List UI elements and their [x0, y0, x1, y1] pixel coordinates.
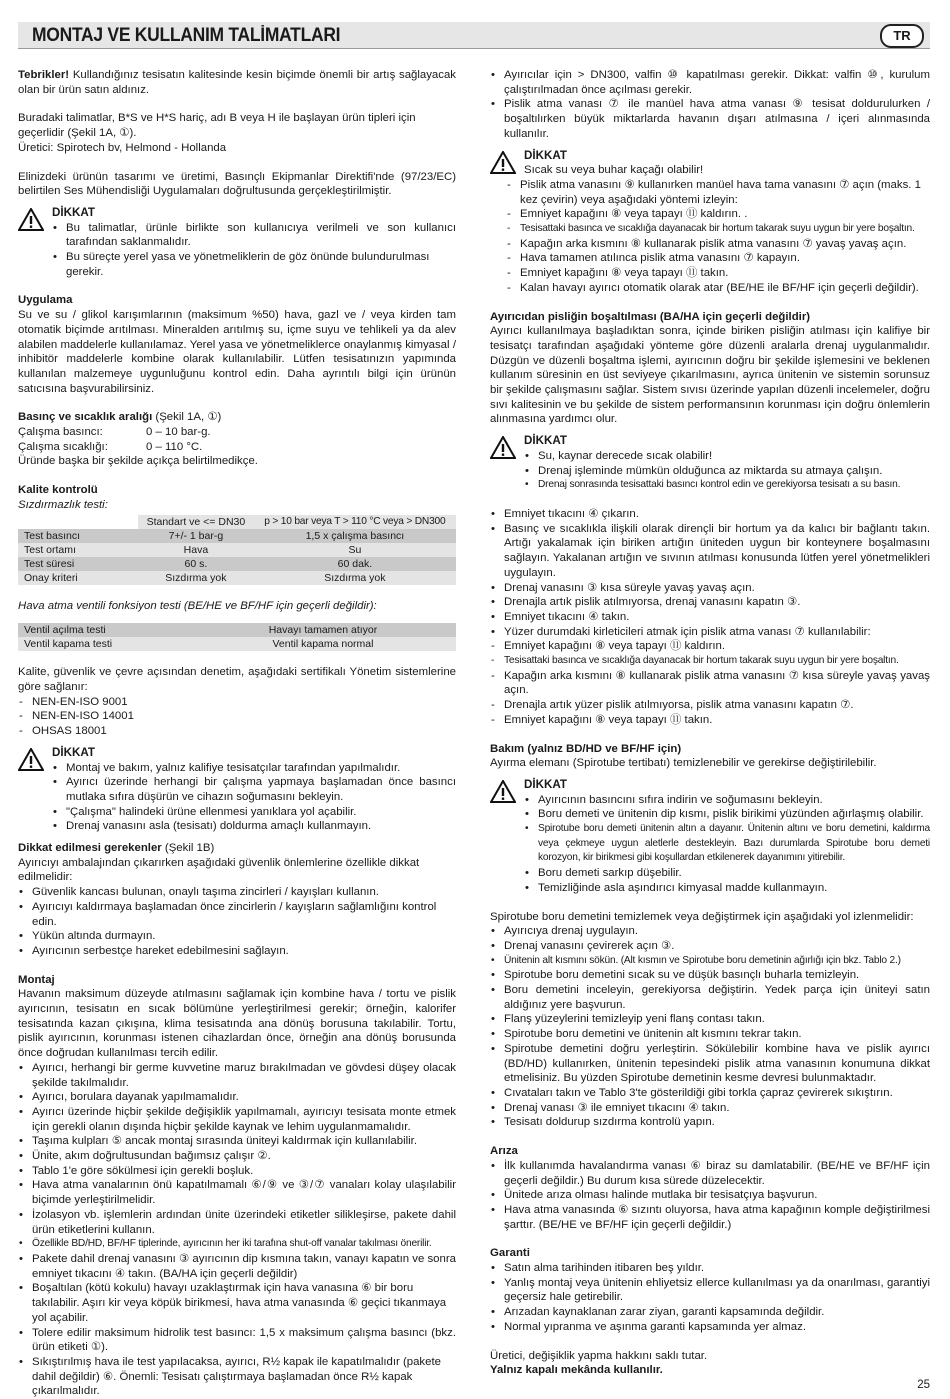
table-cell: 60 dak. — [337, 557, 373, 570]
warranty-item: • Yanlış montaj veya ünitenin ehliyetsiz ellerce kullanılması ya da onarılması, garantiyi geçersiz hale getirebilir. — [490, 1276, 930, 1305]
table-cell: 1,5 x çalışma basıncı — [305, 529, 405, 542]
drain-step: • Emniyet tıkacını ④ çıkarın. — [490, 507, 930, 522]
mounting-item: • Tolere edilir maksimum hidrolik test basıncı: 1,5 x maksimum çalışma basıncı (bkz. ürün etiketi ①). — [18, 1326, 456, 1355]
warning-item: • Boru demeti sarkıp düşebilir. — [524, 866, 930, 881]
leak-test-table — [18, 515, 456, 585]
spirotube-step: • Spirotube demetini doğru yerleştirin. Sökülebilir kombine hava ve pislik ayırıcı (BD/HD) kullanırken, ünitenin tepesindeki pislik atma vanasının konumuna dikkat etmelisiniz. Bu yüzden Spirotube demetinin kesme devresi bulunmaktadır. — [490, 1042, 930, 1086]
warning-step: - Kapağın arka kısmını ⑧ kullanarak pislik atma vanasını ⑦ yavaş yavaş açın. — [506, 237, 930, 252]
application-text: Su ve su / glikol karışımlarının (maksimum %50) hava, gazl ve / veya kirden tam otomatik biçimde arıtılması. Mineralden arıtılmış su, içme suyu ve tehlikeli ya da alev alabilen maddelerle kullanılamaz. Yerel yasa ve yönetmeliklerce onaylanmış kimyasal / inhibitör maddelerle kombine olarak kullanılabilir. Lütfen tesisatınızın yapımında kullanılan malzemeye uygunluğunu kontrol edin. Daha ayrıntılı bilgi için ürünün satıcısına başvurabilirsiniz. — [18, 309, 456, 395]
page-number: 25 — [917, 1379, 930, 1391]
warning-step: - Emniyet kapağını ⑧ veya tapayı ⑪ takın. — [506, 266, 930, 281]
warning-block-5 — [490, 778, 930, 896]
warning-step: - Pislik atma vanasını ⑨ kullanırken manüel hava tama vanasını ⑦ açın (maks. 1 kez çevirin) veya aşağıdaki yöntemi izleyin: — [506, 178, 930, 207]
precaution-item: • Ayırıcının serbestçe hareket edebilmesini sağlayın. — [18, 944, 456, 959]
warning-icon — [18, 748, 44, 771]
intro-text: Kullandığınız tesisatın kalitesinde kesin biçimde önemli bir artış sağlayacak olan bir ürün satın aldınız. — [18, 69, 456, 96]
spirotube-step: • Spirotube boru demetini ve ünitenin alt kısmını tekrar takın. — [490, 1027, 930, 1042]
mounting-item: • Boşaltılan (kötü kokulu) havayı uzaklaştırmak için hava vanasına ⑥ bir boru takılabilir. Aşırı kir veya köpük birikmesi, hava atma vanasında ⑥ geçici tıkanmaya yol açabilir. — [18, 1281, 456, 1325]
temperature-row — [18, 440, 456, 455]
mounting-item: • İzolasyon vb. işlemlerin ardından ünite üzerindeki etiketler silikleşirse, pakete dahil ürün etiketlerini kullanın. — [18, 1208, 456, 1237]
drain-step: • Yüzer durumdaki kirleticileri atmak için pislik atma vanası ⑦ kullanılabilir: — [490, 625, 930, 640]
pressure-temp-heading — [18, 410, 456, 425]
drain-substep: - Drenajla artık yüzer pislik atılmıyorsa, pislik atma vanasını kapatın ⑦. — [490, 698, 930, 713]
pressure-temp-note: Üründe başka bir şekilde açıkça belirtilmedikçe. — [18, 455, 258, 468]
mounting-item: • Taşıma kulpları ⑤ ancak montaj sırasında üniteyi kaldırmak için kullanılabilir. — [18, 1134, 456, 1149]
table-cell: Test ortamı — [24, 543, 76, 556]
table-cell: Test basıncı — [24, 529, 81, 542]
pressure-row — [18, 425, 456, 440]
indoor-use-note: Yalnız kapalı mekânda kullanılır. — [490, 1364, 663, 1377]
warning-title: DİKKAT — [524, 148, 567, 162]
warning-title: DİKKAT — [524, 434, 567, 448]
warning-icon — [490, 780, 516, 803]
table-row — [18, 529, 456, 543]
mounting-text: Havanın maksimum düzeyde atılmasını sağlamak için kombine hava / tortu ve pislik ayırıcının, tesisatın en sıcak bölümüne yerleştirilmesi gerekir; örneğin, kalorifer tesisatında kazan çıkışına, klima tesisatında ana dönüş borusuna takılabilir. Tortu, pislik ayırıcının, korunması istenen cihazlardan önce, örneğin ana dönüş borusunda önce doğrudan kullanılması tercih edilir. — [18, 988, 456, 1060]
manufacturer-rights: Üretici, değişiklik yapma hakkını saklı tutar. — [490, 1349, 708, 1362]
warning-item: • Boru demeti ve ünitenin dip kısmı, pislik birikimi yüzünden ağırlaşmış olabilir. — [524, 807, 930, 822]
mounting-item: • Ayırıcı, herhangi bir germe kuvvetine maruz bırakılmadan ve gövdesi düşey olacak şekilde takılmalıdır. — [18, 1061, 456, 1090]
table-cell: Ventil kapama testi — [24, 638, 113, 651]
application-heading: Uygulama — [18, 294, 73, 307]
precaution-item: • Güvenlik kancası bulunan, onaylı taşıma zincirleri / kayışları kullanın. — [18, 885, 456, 900]
spirotube-step: • Ünitenin alt kısmını sökün. (Alt kısmın ve Spirotube boru demetinin ağırlığı için bkz. Tablo 2.) — [490, 954, 930, 969]
warranty-item: • Satın alma tarihinden itibaren beş yıldır. — [490, 1261, 930, 1276]
drain-substep: - Tesisattaki basınca ve sıcaklığa dayanacak bir hortum takarak suyu uygun bir yere boşaltın. — [490, 654, 930, 669]
table-row — [18, 543, 456, 557]
warning-item: • Bu süreçte yerel yasa ve yönetmeliklerin de göz önünde bulundurulması gerekir. — [52, 250, 456, 279]
mounting-item: • Pakete dahil drenaj vanasını ③ ayırıcının dip kısmına takın, vanayı kapatın ve sonra emniyet tıkacını ④ takın. (BA/HA için geçerli değildir) — [18, 1252, 456, 1281]
spirotube-text: Spirotube boru demetini temizlemek veya değiştirmek için aşağıdaki yol izlenmelidir: — [490, 910, 914, 923]
warning-item: • Drenaj sonrasında tesisattaki basıncı kontrol edin ve gerekiyorsa tesisatı a su basın. — [524, 478, 930, 493]
leak-test-subtitle: Sızdırmazlık testi: — [18, 498, 108, 511]
dirt-removal-text: Ayırıcı kullanılmaya başladıktan sonra, içinde biriken pisliğin atılması için kalifiye bir tesisatçı tarafından aşağıdaki yönteme göre düzenli aralarla drenaj uygulanmalıdır. Düzgün ve düzenli boşaltma işlemi, ayırıcının doğru bir şekilde işlemesini ve beklenen kullanım süresinin en üst seviyeye çıkarılmasını, ayrıca ünitenin ve sistemin sorunsuz bir şekilde çalışmasını sağlar. Sistem sıvısı üzerinde yapılan düzenli incelemeler, doğru sıvı kalitesinin ve bu şekilde de sistem performansının korunması için doğru önlemlerin alınmasına yardımcı olur. — [490, 325, 930, 426]
warning-step: - Kalan havayı ayırıcı otomatik olarak atar (BE/HE ile BF/HF için geçerli değildir). — [506, 281, 930, 296]
table-header-cell — [18, 515, 138, 529]
precaution-item: • Yükün altında durmayın. — [18, 929, 456, 944]
intro-bold: Tebrikler! — [18, 69, 70, 81]
separator-item: • Ayırıcılar için > DN300, valfin ⑩ kapatılması gerekir. Dikkat: valfin ⑩, kurulum çalıştırılmadan önce açılması gerekir. — [490, 68, 930, 97]
separator-item: • Pislik atma vanası ⑦ ile manüel hava atma vanası ⑨ tesisat doldurulurken / boşaltılırken büyük miktarlarda havanın dışarı atılmasına / içeri alınmasında kullanılır. — [490, 97, 930, 141]
language-badge: TR — [880, 24, 924, 48]
table-cell: Ventil kapama normal — [272, 638, 374, 651]
spirotube-step: • Spirotube boru demetini sıcak su ve düşük basınçlı buharla temizleyin. — [490, 968, 930, 983]
mounting-item: • Hava atma vanalarının önü kapatılmamalı ⑥/⑨ ve ③/⑦ vanaları kolay ulaşılabilir biçimde yerleştirilmelidir. — [18, 1178, 456, 1207]
table-header-cell: Standart ve <= DN30 — [146, 515, 246, 528]
fault-heading: Arıza — [490, 1145, 518, 1158]
spirotube-step: • Tesisatı doldurup sızdırma kontrolü yapın. — [490, 1115, 930, 1130]
table-cell: 60 s. — [184, 557, 208, 570]
table-cell: Sızdırma yok — [324, 571, 386, 584]
warning-title: DİKKAT — [52, 205, 95, 219]
warranty-item: • Normal yıpranma ve aşınma garanti kapsamında yer almaz. — [490, 1320, 930, 1335]
fault-item: • Ünitede arıza olması halinde mutlaka bir tesisatçıya başvurun. — [490, 1188, 930, 1203]
spirotube-step: • Drenaj vanası ③ ile emniyet tıkacını ④ takın. — [490, 1101, 930, 1116]
mounting-item: • Ayırıcı, borulara dayanak yapılmamalıdır. — [18, 1090, 456, 1105]
vent-test-table — [18, 623, 456, 651]
table-cell: Sızdırma yok — [165, 571, 227, 584]
validity-text: Buradaki talimatlar, B*S ve H*S hariç, adı B veya H ile başlayan ürün tipleri için geçerlidir (Şekil 1A, ①). — [18, 112, 416, 140]
warning-item: • Drenaj vanasını asla (tesisatı) doldurma amaçlı kullanmayın. — [52, 819, 456, 834]
mounting-item: • Özellikle BD/HD, BF/HF tiplerinde, ayırıcının her iki tarafına shut-off vanalar takılması önerilir. — [18, 1237, 456, 1252]
spirotube-step: • Flanş yüzeylerini temizleyip yeni flanş contası takın. — [490, 1012, 930, 1027]
fault-item: • Hava atma vanasında ⑥ sızıntı oluyorsa, hava atma kapağının komple değiştirilmesi şarttır. (BE/HE ve BF/HF için geçerli değildir.) — [490, 1203, 930, 1232]
warning-item: • Ayırıcı üzerinde herhangi bir çalışma yapmaya başlamadan önce basıncı mutlaka sıfıra düşürün ve cihazın soğumasını bekleyin. — [52, 775, 456, 804]
warranty-heading: Garanti — [490, 1247, 530, 1260]
manufacturer-text: Üretici: Spirotech bv, Helmond - Hollanda — [18, 141, 227, 154]
warning-title: DİKKAT — [524, 777, 567, 791]
warning-block-4 — [490, 434, 930, 493]
warning-item: • "Çalışma" halindeki ürüne ellenmesi yanıklara yol açabilir. — [52, 805, 456, 820]
certification-item: - OHSAS 18001 — [18, 724, 456, 739]
precautions-title: Dikkat edilmesi gerekenler — [18, 842, 162, 855]
warning-icon — [490, 151, 516, 174]
temperature-value: 0 – 110 °C. — [146, 440, 203, 453]
left-column — [18, 68, 456, 1399]
page-header — [18, 22, 930, 49]
warning-item: • Temizliğinde asla aşındırıcı kimyasal madde kullanmayın. — [524, 881, 930, 896]
warning-item: • Ayırıcının basıncını sıfıra indirin ve soğumasını bekleyin. — [524, 793, 930, 808]
table-row — [18, 571, 456, 585]
maintenance-text: Ayırma elemanı (Spirotube tertibatı) temizlenebilir ve gerekirse değiştirilebilir. — [490, 757, 877, 770]
table-cell: Hava — [183, 543, 209, 556]
table-row — [18, 623, 456, 637]
certification-text: Kalite, güvenlik ve çevre açısından denetim, aşağıdaki sertifikalı Yönetim sistemlerine göre sağlanır: — [18, 666, 456, 693]
warning-icon — [490, 436, 516, 459]
maintenance-heading: Bakım (yalnız BD/HD ve BF/HF için) — [490, 742, 682, 755]
warning-block-3 — [490, 149, 930, 178]
warning-item: • Montaj ve bakım, yalnız kalifiye tesisatçılar tarafından yapılmalıdır. — [52, 761, 456, 776]
warning-item: • Drenaj işleminde mümkün olduğunca az miktarda su atmaya çalışın. — [524, 464, 930, 479]
warning-step: - Hava tamamen atılınca pislik atma vanasını ⑦ kapayın. — [506, 251, 930, 266]
spirotube-step: • Ayırıcıya drenaj uygulayın. — [490, 924, 930, 939]
drain-step: • Emniyet tıkacını ④ takın. — [490, 610, 930, 625]
certification-item: - NEN-EN-ISO 9001 — [18, 695, 456, 710]
warning-subtitle: Sıcak su veya buhar kaçağı olabilir! — [524, 164, 704, 177]
table-cell: Test süresi — [24, 557, 75, 570]
spirotube-step: • Boru demetini inceleyin, gerekiyorsa değiştirin. Yedek parça için üniteyi satın aldığınız yere başvurun. — [490, 983, 930, 1012]
precautions-heading — [18, 841, 456, 856]
drain-substep: - Kapağın arka kısmını ⑧ kullanarak pislik atma vanasını ⑦ kısa süreyle yavaş yavaş açın. — [490, 669, 930, 698]
table-header-cell: p > 10 bar veya T > 110 °C veya > DN300 — [264, 515, 446, 527]
warning-title: DİKKAT — [52, 745, 95, 759]
table-row — [18, 557, 456, 571]
pressure-label: Çalışma basıncı: — [18, 426, 103, 439]
vent-test-subtitle: Hava atma ventili fonksiyon testi (BE/HE ve BF/HF için geçerli değildir): — [18, 599, 377, 612]
warning-icon — [18, 208, 44, 231]
drain-substep: - Emniyet kapağını ⑧ veya tapayı ⑪ kaldırın. — [490, 639, 930, 654]
mounting-item: • Ünite, akım doğrultusundan bağımsız çalışır ②. — [18, 1149, 456, 1164]
mounting-item: • Tablo 1'e göre sökülmesi için gerekli boşluk. — [18, 1164, 456, 1179]
drain-step: • Basınç ve sıcaklıkla ilişkili olarak dirençli bir hortum ya da kalıcı bir bağlantı takın. Artığı yakalamak için biriken artığın üniteden uygun bir konteynere boşalmasını sağlayın. Yakalanan artığın ve sıvının atılması konusunda lütfen yerel yönetmelikleri uygulayın. — [490, 522, 930, 581]
table-cell: Onay kriteri — [24, 571, 78, 584]
temperature-label: Çalışma sıcaklığı: — [18, 440, 108, 453]
spirotube-step: • Drenaj vanasını çevirerek açın ③. — [490, 939, 930, 954]
warning-item: • Bu talimatlar, ürünle birlikte son kullanıcıya verilmeli ve son kullanıcı tarafından saklanmalıdır. — [52, 221, 456, 250]
certification-item: - NEN-EN-ISO 14001 — [18, 709, 456, 724]
table-cell: Ventil açılma testi — [24, 624, 106, 637]
mounting-item: • Ayırıcı üzerinde hiçbir şekilde değişiklik yapılmamalı, ayırıcıyı tesisata monte etmek için gerekli olanın dışında hiçbir şekilde kaynak ve lehim uygulanmamalıdır. — [18, 1105, 456, 1134]
table-cell: Su — [348, 543, 362, 556]
drain-step: • Drenaj vanasını ③ kısa süreyle yavaş yavaş açın. — [490, 581, 930, 596]
pressure-value: 0 – 10 bar-g. — [146, 426, 211, 439]
drain-substep: - Emniyet kapağını ⑧ veya tapayı ⑪ takın. — [490, 713, 930, 728]
drain-step: • Drenajla artık pislik atılmıyorsa, drenaj vanasını kapatın ③. — [490, 595, 930, 610]
mounting-item: • Sıkıştırılmış hava ile test yapılacaksa, ayırıcı, R½ kapak ile kapatılmalıdır (pakete dahil değildir) ⑥. Önemli: Tesisatı çalıştırmaya başlamadan önce R½ kapak çıkarılmalıdır. — [18, 1355, 456, 1399]
design-text: Elinizdeki ürünün tasarımı ve üretimi, Basınçlı Ekipmanlar Direktifi'nde (97/23/EC) belirtilen Ses Mühendisliği Uygulamaları doğrultusunda gerçekleştirilmiştir. — [18, 170, 456, 198]
warning-step: - Tesisattaki basınca ve sıcaklığa dayanacak bir hortum takarak suyu uygun bir yere boşaltın. — [506, 222, 930, 237]
pressure-temp-title: Basınç ve sıcaklık aralığı — [18, 411, 153, 424]
warning-item: • Spirotube boru demeti ünitenin altın a dayanır. Ünitenin altını ve boru demetini, kaldırma veya çekmeye uygun aletlerle destekleyin. Bazı durumlarda Spirotube boru demeti korozyon, kir birikmesi gibi koşullardan etkilenerek dayanımını yitirebilir. — [524, 822, 930, 866]
warning-step: - Emniyet kapağını ⑧ veya tapayı ⑪ kaldırın. . — [506, 207, 930, 222]
right-column — [490, 68, 930, 1378]
table-cell: 7+/- 1 bar-g — [168, 529, 224, 542]
quality-heading: Kalite kontrolü — [18, 484, 98, 497]
mounting-heading: Montaj — [18, 973, 55, 986]
warning-block-1 — [18, 206, 456, 280]
warning-block-2 — [18, 746, 456, 834]
fault-item: • İlk kullanımda havalandırma vanası ⑥ biraz su damlatabilir. (BE/HE ve BF/HF için geçerli değildir.) Bu durum kısa sürede düzelecektir. — [490, 1159, 930, 1188]
pressure-temp-ref: (Şekil 1A, ①) — [152, 411, 222, 424]
warning-item: • Su, kaynar derecede sıcak olabilir! — [524, 449, 930, 464]
precautions-ref: (Şekil 1B) — [161, 842, 215, 855]
page-title: MONTAJ VE KULLANIM TALİMATLARI — [32, 25, 341, 46]
intro-paragraph — [18, 68, 456, 97]
table-row — [18, 637, 456, 651]
table-cell: Havayı tamamen atıyor — [268, 624, 378, 637]
spirotube-step: • Cıvataları takın ve Tablo 3'te gösterildiği gibi torkla çapraz çevirerek sıkıştırın. — [490, 1086, 930, 1101]
precaution-item: • Ayırıcıyı kaldırmaya başlamadan önce zincirlerin / kayışların sağlamlığını kontrol edin. — [18, 900, 456, 929]
warranty-item: • Arızadan kaynaklanan zarar ziyan, garanti kapsamında değildir. — [490, 1305, 930, 1320]
precautions-text: Ayırıcıyı ambalajından çıkarırken aşağıdaki güvenlik önlemlerine özellikle dikkat edilmelidir: — [18, 856, 420, 884]
dirt-removal-heading: Ayırıcıdan pisliğin boşaltılması (BA/HA için geçerli değildir) — [490, 310, 811, 323]
